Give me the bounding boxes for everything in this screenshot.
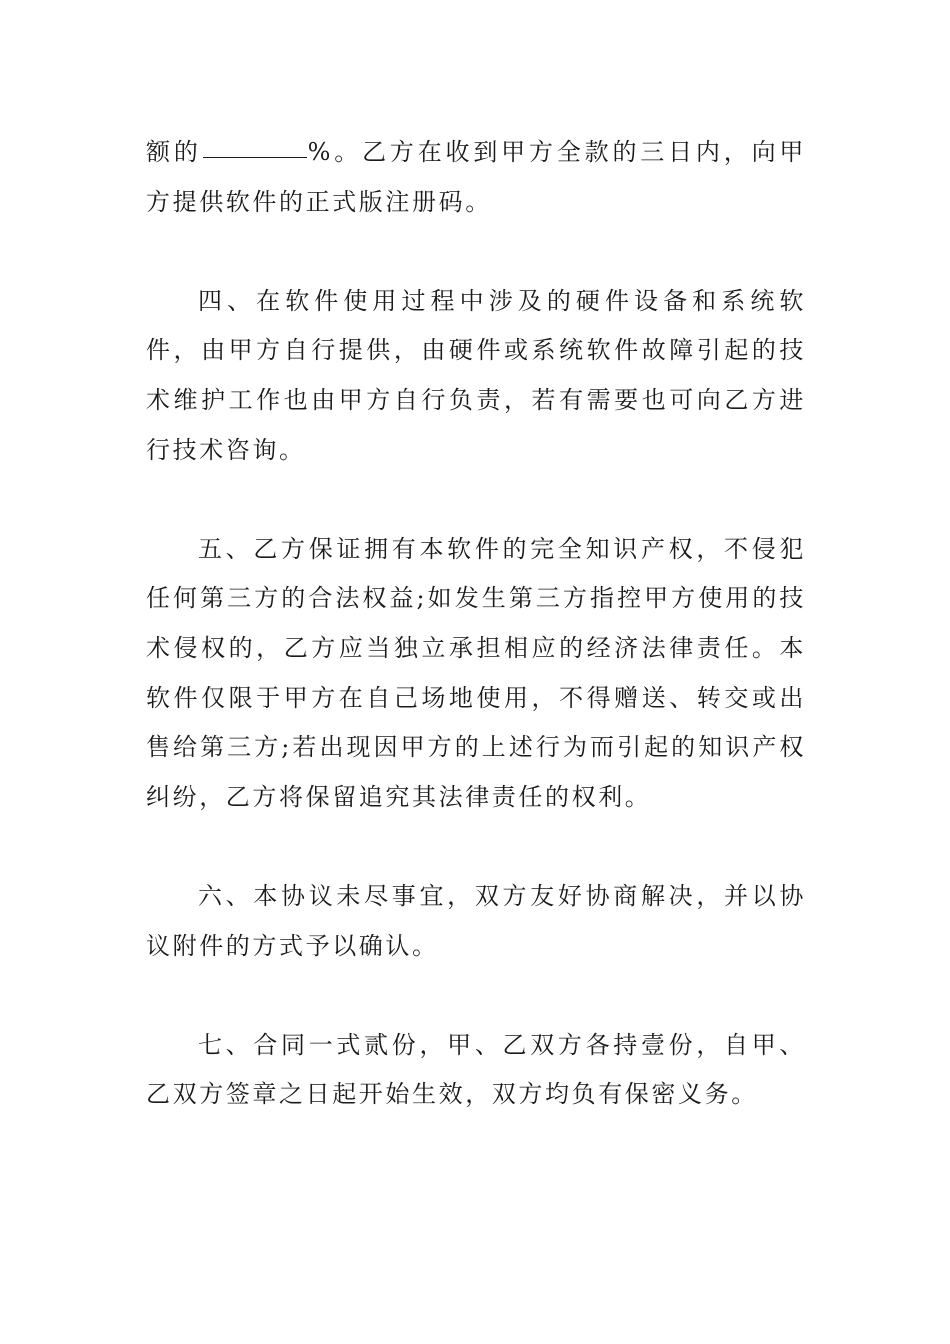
payment-text-before-blank: 额的 — [146, 138, 202, 166]
paragraph-clause-4: 四、在软件使用过程中涉及的硬件设备和系统软件，由甲方自行提供，由硬件或系统软件故障引起的技术维护工作也由甲方自行负责，若有需要也可向乙方进行技术咨询。 — [146, 286, 806, 464]
paragraph-payment-terms — [146, 128, 806, 227]
document-body — [146, 128, 806, 1120]
paragraph-clause-5: 五、乙方保证拥有本软件的完全知识产权，不侵犯任何第三方的合法权益;如发生第三方指控甲方使用的技术侵权的，乙方应当独立承担相应的经济法律责任。本软件仅限于甲方在自己场地使用，不得赠送、转交或出售给第三方;若出现因甲方的上述行为而引起的知识产权纠纷，乙方将保留追究其法律责任的权利。 — [146, 534, 806, 811]
percentage-blank-line — [203, 156, 307, 158]
paragraph-clause-7: 七、合同一式贰份，甲、乙双方各持壹份，自甲、乙双方签章之日起开始生效，双方均负有保密义务。 — [146, 1030, 806, 1109]
paragraph-clause-6: 六、本协议未尽事宜，双方友好协商解决，并以协议附件的方式予以确认。 — [146, 881, 806, 960]
payment-text-after-blank: %。乙方在收到甲方全款的三日内，向甲方提供软件的正式版注册码。 — [146, 138, 806, 216]
